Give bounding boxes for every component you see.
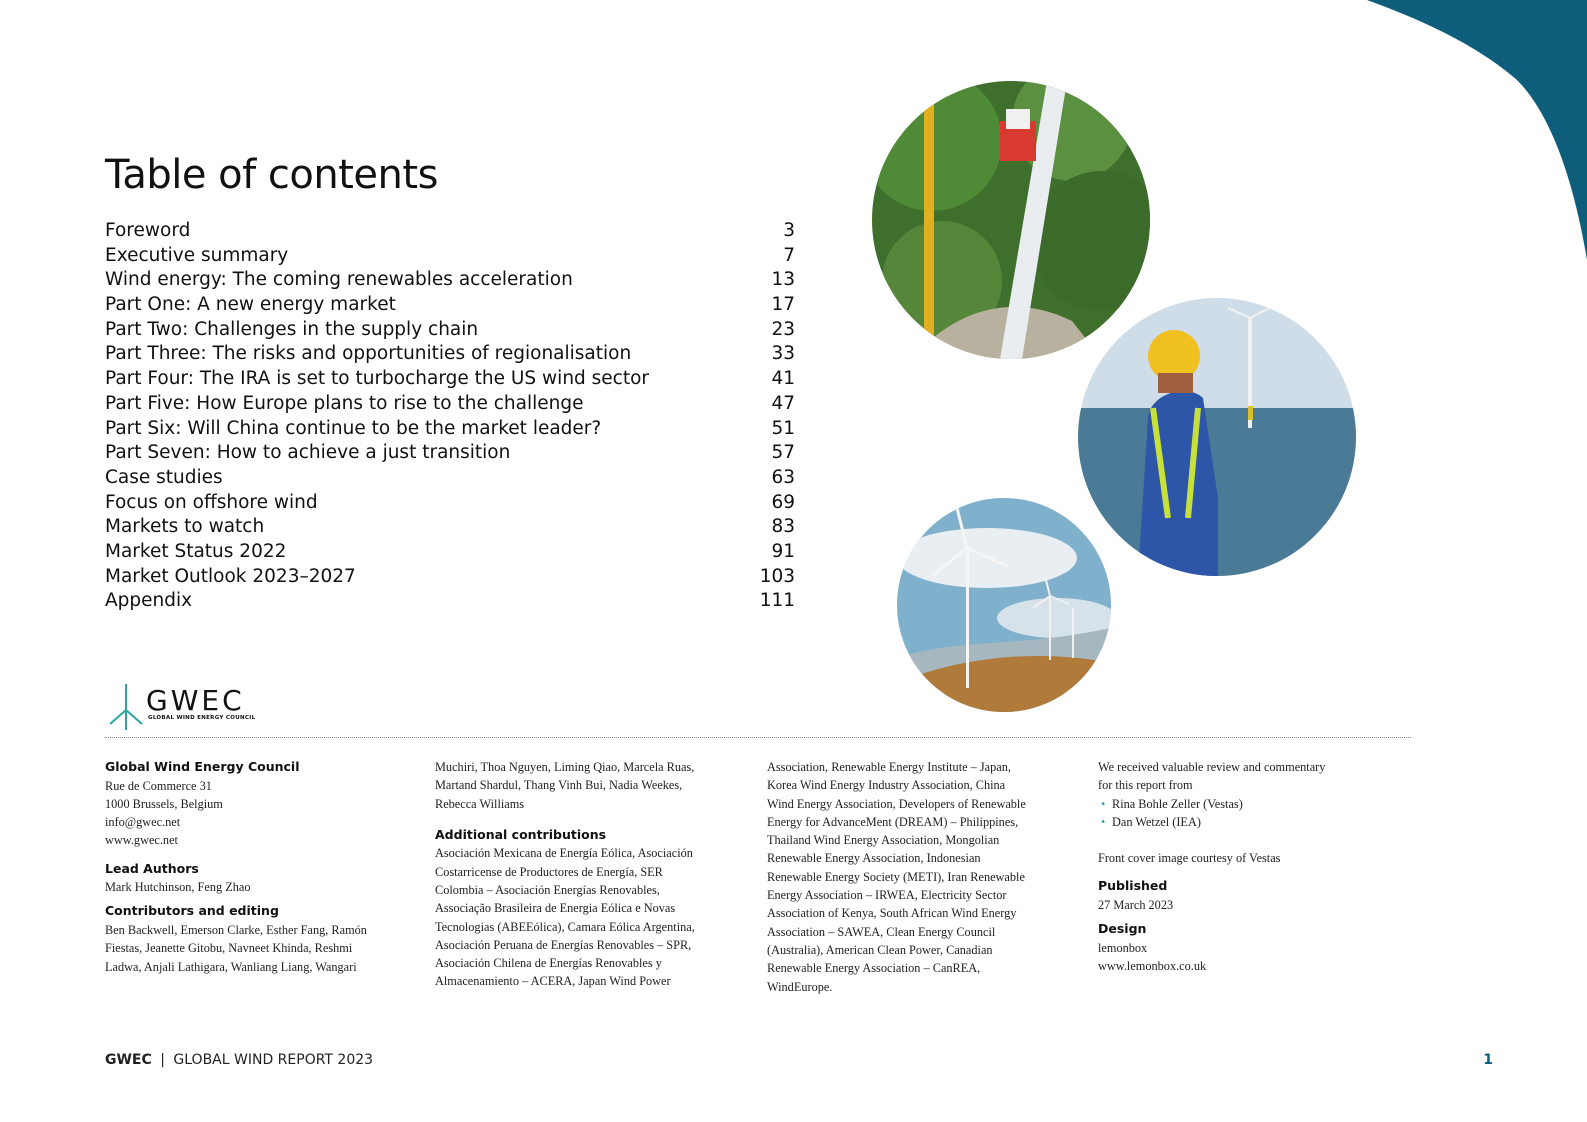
- additional-line: Asociación Peruana de Energías Renovables – SPR,: [435, 937, 692, 952]
- toc-entry-page: 23: [771, 318, 795, 340]
- toc-entry[interactable]: [105, 589, 795, 614]
- toc-entry-label: Markets to watch: [105, 516, 265, 538]
- toc-entry[interactable]: [105, 293, 795, 318]
- toc-entry[interactable]: [105, 565, 795, 590]
- lead-authors-heading: Lead Authors: [105, 860, 199, 876]
- toc-entry-page: 111: [759, 590, 795, 612]
- toc-entry-label: Focus on offshore wind: [105, 491, 318, 513]
- additional-line: WindEurope.: [767, 979, 833, 994]
- toc-entry-label: Part Two: Challenges in the supply chain: [105, 318, 479, 340]
- additional-line: Almacenamiento – ACERA, Japan Wind Power: [435, 974, 671, 989]
- toc-entry-label: Executive summary: [105, 244, 289, 266]
- address-line: Rue de Commerce 31: [105, 778, 212, 793]
- toc-entry-page: 33: [771, 343, 795, 365]
- contributors-line: Martand Shardul, Thang Vinh Bui, Nadia Weekes,: [435, 778, 683, 793]
- additional-line: Asociación Mexicana de Energía Eólica, Asociación: [435, 846, 693, 861]
- divider: [105, 737, 1411, 738]
- additional-line: Renewable Energy Association, Indonesian: [767, 851, 981, 866]
- contributors-line: Rebecca Williams: [435, 796, 525, 811]
- page-number: 1: [1483, 1052, 1493, 1068]
- design-url[interactable]: www.lemonbox.co.uk: [1098, 959, 1207, 974]
- contributors-line: Ladwa, Anjali Lathigara, Wanliang Liang, Wangari: [105, 959, 357, 974]
- review-line: We received valuable review and commentary: [1098, 760, 1326, 774]
- additional-line: (Australia), American Clean Power, Canadian: [767, 942, 993, 957]
- toc-entry[interactable]: [105, 466, 795, 491]
- published-date: 27 March 2023: [1098, 897, 1174, 912]
- published-heading: Published: [1098, 878, 1168, 894]
- toc-entry[interactable]: [105, 540, 795, 565]
- photo-worker-offshore: [1078, 298, 1356, 576]
- additional-line: Asociación Chilena de Energías Renovables y: [435, 956, 662, 971]
- toc-entry-label: Foreword: [105, 220, 191, 241]
- additional-line: Korea Wind Energy Industry Association, China: [767, 778, 1006, 793]
- org-name: Global Wind Energy Council: [105, 759, 300, 774]
- toc-entry[interactable]: [105, 244, 795, 269]
- toc-entry[interactable]: [105, 441, 795, 466]
- reviewer-list: [1098, 795, 1398, 832]
- toc-entry-label: Case studies: [105, 466, 223, 488]
- toc-entry-page: 13: [771, 269, 795, 291]
- toc-entry-page: 63: [771, 466, 795, 488]
- toc-entry-label: Market Outlook 2023–2027: [105, 565, 356, 587]
- credits-column-1: [105, 758, 415, 976]
- email-link[interactable]: info@gwec.net: [105, 815, 181, 830]
- additional-line: Tecnologias (ABEEólica), Camara Eólica Argentina,: [435, 919, 695, 934]
- credits-column-4: [1098, 758, 1398, 975]
- toc-entry-label: Part Seven: How to achieve a just transition: [105, 442, 511, 464]
- toc-entry-label: Part One: A new energy market: [105, 294, 396, 316]
- cover-credit: Front cover image courtesy of Vestas: [1098, 851, 1281, 866]
- logo-wordmark: GWEC: [146, 684, 245, 717]
- additional-line: Association of Kenya, South African Wind Energy: [767, 906, 1017, 921]
- toc-entry-page: 17: [771, 294, 795, 316]
- website-link[interactable]: www.gwec.net: [105, 833, 178, 848]
- toc-entry-label: Part Six: Will China continue to be the market leader?: [105, 417, 602, 439]
- toc-entry-label: Wind energy: The coming renewables acceleration: [105, 269, 573, 291]
- additional-line: Renewable Energy Association – CanREA,: [767, 961, 981, 976]
- contributors-line: Muchiri, Thoa Nguyen, Liming Qiao, Marcela Ruas,: [435, 760, 695, 774]
- design-name: lemonbox: [1098, 940, 1148, 955]
- toc-entry-page: 41: [771, 368, 795, 390]
- toc-entry-page: 103: [759, 565, 795, 587]
- additional-line: Association – SAWEA, Clean Energy Council: [767, 924, 996, 939]
- additional-line: Wind Energy Association, Developers of Renewable: [767, 796, 1026, 811]
- additional-line: Association, Renewable Energy Institute – Japan,: [767, 760, 1011, 774]
- footer-report-title: GLOBAL WIND REPORT 2023: [173, 1052, 374, 1068]
- address-line: 1000 Brussels, Belgium: [105, 796, 223, 811]
- additional-line: Associação Brasileira de Energia Eólica e Novas: [435, 901, 676, 916]
- reviewer-item: • Dan Wetzel (IEA): [1098, 813, 1398, 831]
- toc-entry[interactable]: [105, 392, 795, 417]
- photo-turbine-blade-aerial: [872, 81, 1150, 359]
- additional-line: Energy Association – IRWEA, Electricity Sector: [767, 888, 1007, 903]
- toc-entry-page: 51: [771, 417, 795, 439]
- page-title: Table of contents: [105, 152, 438, 198]
- toc-entry[interactable]: [105, 515, 795, 540]
- toc-entry-label: Part Five: How Europe plans to rise to the challenge: [105, 392, 584, 414]
- toc-entry-page: 3: [783, 220, 795, 241]
- reviewer-item: • Rina Bohle Zeller (Vestas): [1098, 795, 1398, 813]
- review-line: for this report from: [1098, 778, 1193, 793]
- lead-authors: Mark Hutchinson, Feng Zhao: [105, 880, 251, 895]
- additional-line: Thailand Wind Energy Association, Mongolian: [767, 833, 1000, 848]
- toc-entry[interactable]: [105, 219, 795, 244]
- toc-entry-page: 7: [783, 244, 795, 266]
- toc-entry-label: Part Three: The risks and opportunities of regionalisation: [105, 343, 632, 365]
- additional-heading: Additional contributions: [435, 826, 607, 842]
- toc-entry-label: Appendix: [105, 590, 193, 612]
- footer-separator: |: [160, 1052, 165, 1068]
- contributors-line: Ben Backwell, Emerson Clarke, Esther Fang, Ramón: [105, 922, 367, 937]
- additional-line: Renewable Energy Society (METI), Iran Renewable: [767, 869, 1025, 884]
- toc-entry[interactable]: [105, 318, 795, 343]
- additional-line: Colombia – Asociación Energías Renovables,: [435, 882, 660, 897]
- credits-column-2: [435, 758, 750, 991]
- photo-onshore-turbines: [897, 498, 1111, 712]
- toc-entry-page: 57: [771, 442, 795, 464]
- toc-entry-page: 83: [771, 516, 795, 538]
- toc-entry[interactable]: [105, 268, 795, 293]
- additional-line: Costarricense de Productores de Energía, SER: [435, 864, 663, 879]
- toc-entry-label: Part Four: The IRA is set to turbocharge the US wind sector: [105, 368, 650, 390]
- footer-brand: GWEC: [105, 1052, 152, 1068]
- toc-entry[interactable]: [105, 342, 795, 367]
- toc-entry-label: Market Status 2022: [105, 540, 287, 562]
- toc-entry[interactable]: [105, 417, 795, 442]
- table-of-contents: [105, 219, 795, 614]
- toc-entry-page: 91: [771, 540, 795, 562]
- design-heading: Design: [1098, 921, 1147, 937]
- toc-entry[interactable]: [105, 367, 795, 392]
- logo-subtitle: GLOBAL WIND ENERGY COUNCIL: [148, 715, 256, 721]
- toc-entry-page: 47: [771, 392, 795, 414]
- toc-entry[interactable]: [105, 491, 795, 516]
- corner-decoration: [1367, 0, 1587, 260]
- page-footer: [105, 1052, 373, 1068]
- contributors-line: Fiestas, Jeanette Gitobu, Navneet Khinda, Reshmi: [105, 941, 353, 956]
- additional-line: Energy for AdvanceMent (DREAM) – Philippines,: [767, 814, 1019, 829]
- contributors-heading: Contributors and editing: [105, 903, 279, 919]
- toc-entry-page: 69: [771, 491, 795, 513]
- credits-column-3: [767, 758, 1082, 996]
